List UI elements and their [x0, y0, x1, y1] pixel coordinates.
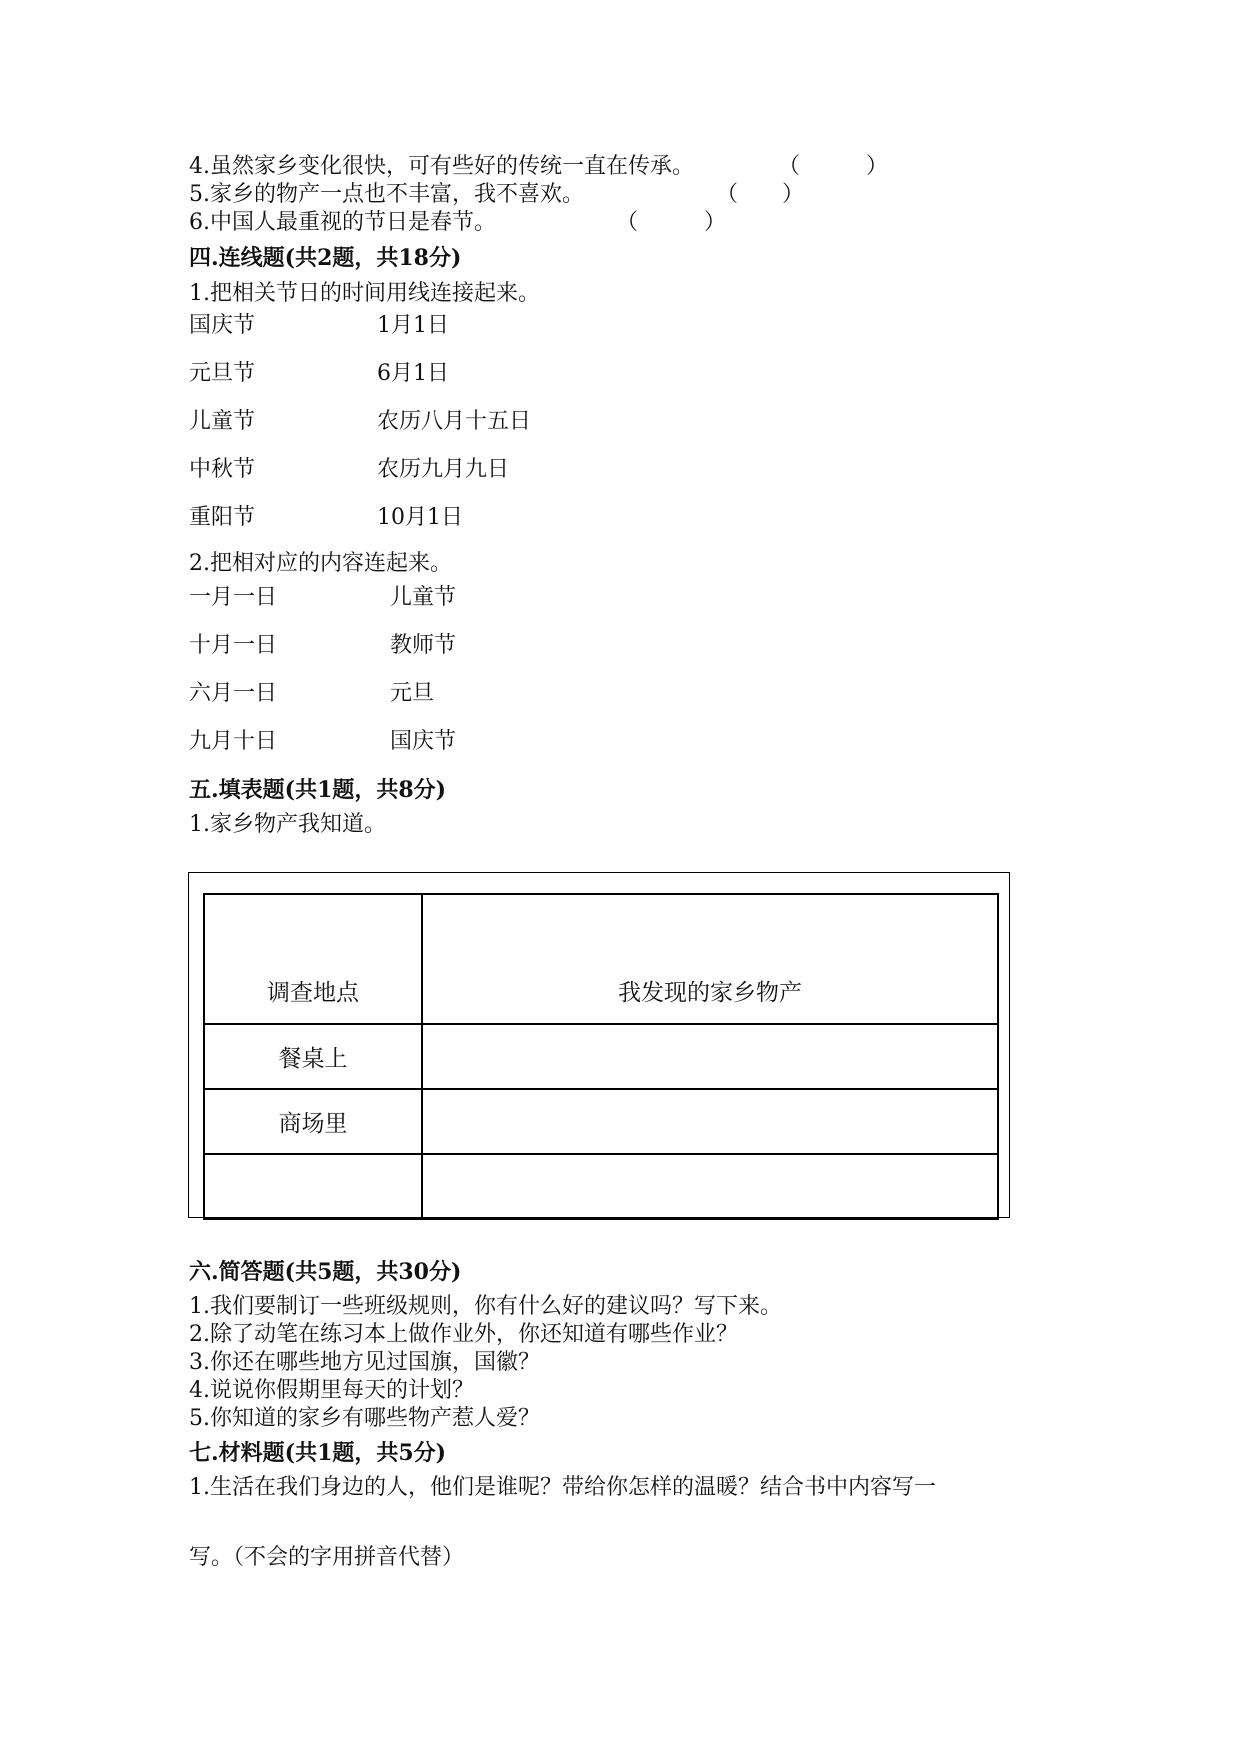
- question-prompt-continued: 写。（不会的字用拼音代替）: [189, 1545, 465, 1570]
- match-left-item[interactable]: 国庆节: [189, 313, 256, 338]
- survey-table: [203, 893, 999, 1220]
- match-left-item[interactable]: 中秋节: [189, 457, 256, 482]
- match-right-item[interactable]: 10月1日: [377, 505, 463, 530]
- table-row: [204, 1154, 998, 1219]
- match-left-item[interactable]: 九月十日: [189, 729, 278, 754]
- answer-cell[interactable]: [204, 1154, 422, 1219]
- table-cell: 餐桌上: [204, 1024, 422, 1089]
- section-heading-short-answer: 六.简答题(共5题，共30分): [189, 1259, 462, 1285]
- table-header: 调查地点: [204, 894, 422, 1024]
- answer-bracket-5[interactable]: （ ）: [716, 182, 805, 207]
- match-left-item[interactable]: 元旦节: [189, 361, 256, 386]
- list-item: 5.你知道的家乡有哪些物产惹人爱？: [189, 1406, 540, 1431]
- match-right-item[interactable]: 儿童节: [390, 585, 457, 610]
- section-heading-material: 七.材料题(共1题，共5分): [189, 1440, 447, 1466]
- section-heading-table: 五.填表题(共1题，共8分): [189, 777, 447, 803]
- answer-bracket-4[interactable]: （ ）: [778, 154, 889, 179]
- list-item: 1.我们要制订一些班级规则，你有什么好的建议吗？写下来。: [189, 1294, 782, 1319]
- match-right-item[interactable]: 农历八月十五日: [377, 409, 532, 434]
- table-cell: 商场里: [204, 1089, 422, 1154]
- match-right-item[interactable]: 农历九月九日: [377, 457, 510, 482]
- answer-cell[interactable]: [422, 1089, 998, 1154]
- answer-cell[interactable]: [422, 1154, 998, 1219]
- list-item: 3.你还在哪些地方见过国旗，国徽？: [189, 1350, 540, 1375]
- question-prompt: 1.把相关节日的时间用线连接起来。: [189, 281, 540, 306]
- match-right-item[interactable]: 6月1日: [377, 361, 449, 386]
- question-prompt: 1.家乡物产我知道。: [189, 812, 386, 837]
- judge-item-5: 5.家乡的物产一点也不丰富，我不喜欢。: [189, 182, 584, 207]
- list-item: 2.除了动笔在练习本上做作业外，你还知道有哪些作业？: [189, 1322, 738, 1347]
- judge-item-6: 6.中国人最重视的节日是春节。: [189, 210, 496, 235]
- question-prompt: 2.把相对应的内容连起来。: [189, 551, 452, 576]
- match-left-item[interactable]: 重阳节: [189, 505, 256, 530]
- list-item: 4.说说你假期里每天的计划？: [189, 1378, 474, 1403]
- match-left-item[interactable]: 六月一日: [189, 681, 278, 706]
- match-right-item[interactable]: 1月1日: [377, 313, 449, 338]
- match-right-item[interactable]: 教师节: [390, 633, 457, 658]
- judge-item-4: 4.虽然家乡变化很快，可有些好的传统一直在传承。: [189, 154, 694, 179]
- answer-cell[interactable]: [422, 1024, 998, 1089]
- table-header-row: [204, 894, 998, 1024]
- answer-bracket-6[interactable]: （ ）: [616, 210, 727, 235]
- table-header: 我发现的家乡物产: [422, 894, 998, 1024]
- match-right-item[interactable]: 国庆节: [390, 729, 457, 754]
- table-row: [204, 1024, 998, 1089]
- match-left-item[interactable]: 儿童节: [189, 409, 256, 434]
- match-right-item[interactable]: 元旦: [390, 681, 435, 706]
- question-prompt: 1.生活在我们身边的人，他们是谁呢？带给你怎样的温暖？结合书中内容写一: [189, 1475, 936, 1500]
- table-row: [204, 1089, 998, 1154]
- match-left-item[interactable]: 一月一日: [189, 585, 278, 610]
- match-left-item[interactable]: 十月一日: [189, 633, 278, 658]
- section-heading-matching: 四.连线题(共2题，共18分): [189, 245, 462, 271]
